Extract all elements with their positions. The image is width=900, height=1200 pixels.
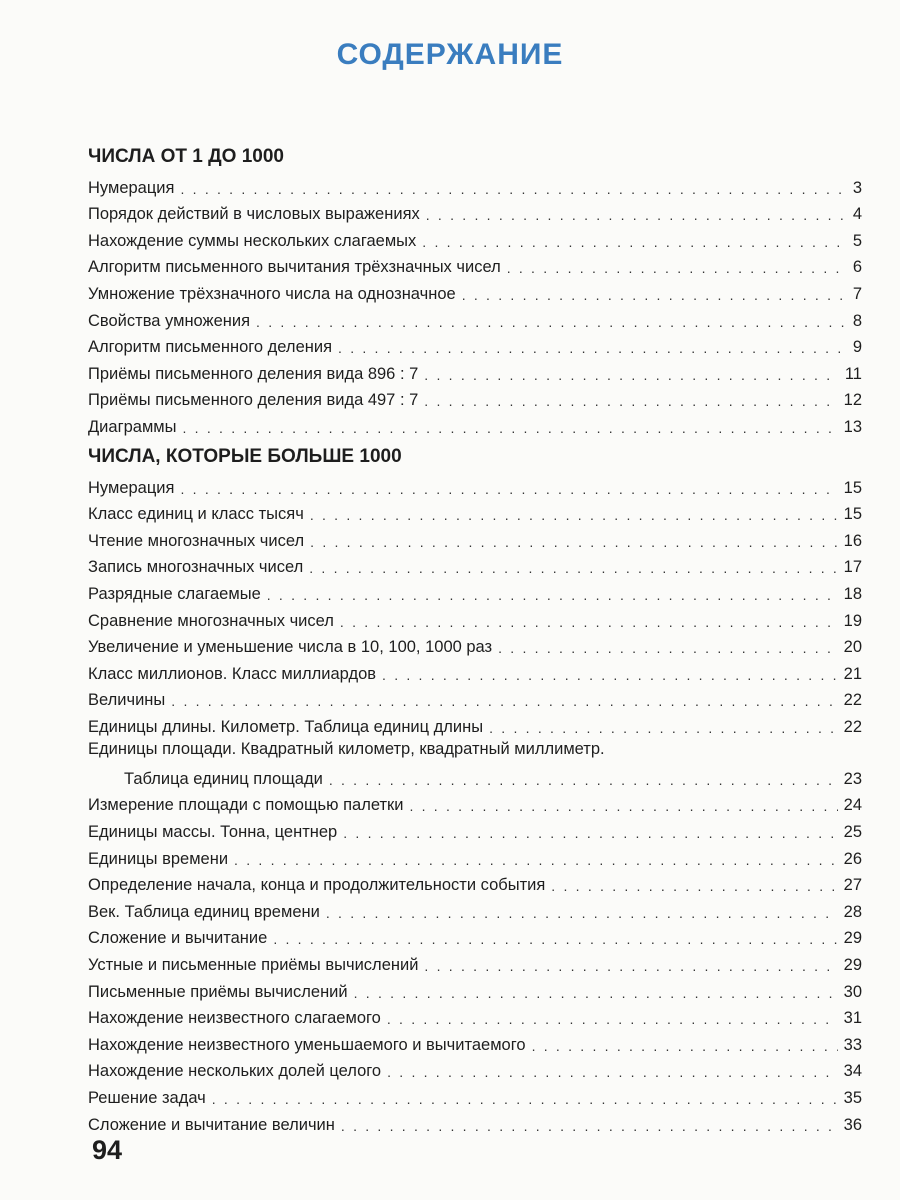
toc-entry-page: 18 <box>843 584 862 603</box>
dot-leader <box>310 533 838 551</box>
toc-entry[interactable] <box>88 551 862 578</box>
toc-entry-label: Класс единиц и класс тысяч <box>88 505 304 524</box>
toc-entry-label: Единицы времени <box>88 849 229 868</box>
toc-entry-page: 22 <box>843 691 862 710</box>
toc-entry-page: 15 <box>843 505 862 524</box>
dot-leader <box>341 1117 838 1135</box>
dot-leader <box>426 206 847 224</box>
dot-leader <box>329 771 838 789</box>
toc-entry[interactable] <box>88 684 862 711</box>
dot-leader <box>273 930 837 948</box>
toc-entry[interactable] <box>88 251 862 278</box>
toc-entry[interactable] <box>88 524 862 551</box>
toc-entry[interactable] <box>88 171 862 198</box>
toc-entry-page: 7 <box>852 284 862 303</box>
toc-entry-page: 6 <box>852 258 862 277</box>
dot-leader <box>462 286 847 304</box>
toc-entry[interactable] <box>88 357 862 384</box>
toc-entry-label: Сложение и вычитание <box>88 929 268 948</box>
dot-leader <box>387 1010 838 1028</box>
toc-entry-page: 13 <box>843 417 862 436</box>
dot-leader <box>256 313 844 331</box>
toc-entry[interactable] <box>88 1002 862 1029</box>
dot-leader <box>326 904 838 922</box>
toc-entry-page: 12 <box>843 391 862 410</box>
toc-entry-label: Определение начала, конца и продолжительности события <box>88 876 546 895</box>
page-number: 94 <box>92 1135 123 1165</box>
toc-entry-page: 8 <box>852 311 862 330</box>
toc-entry[interactable] <box>88 471 862 498</box>
dot-leader <box>424 392 837 410</box>
toc-entry-label: Диаграммы <box>88 417 177 436</box>
toc-entry[interactable] <box>88 198 862 225</box>
toc-entry-page: 29 <box>843 956 862 975</box>
toc-entry-page: 28 <box>843 902 862 921</box>
toc-entry-page: 34 <box>843 1062 862 1081</box>
toc-entry-label: Приёмы письменного деления вида 896 : 7 <box>88 364 419 383</box>
toc-entry-page: 11 <box>844 364 862 383</box>
toc-entry-label: Разрядные слагаемые <box>88 584 261 603</box>
toc-entry-page: 29 <box>843 929 862 948</box>
toc-entry-page: 9 <box>852 338 862 357</box>
dot-leader <box>234 851 838 869</box>
section-heading: ЧИСЛА, КОТОРЫЕ БОЛЬШЕ 1000 <box>88 445 402 467</box>
toc-entry-page: 4 <box>852 205 862 224</box>
toc-entry-page: 27 <box>843 876 862 895</box>
toc-entry-label: Величины <box>88 691 166 710</box>
toc-entry-label: Век. Таблица единиц времени <box>88 902 320 921</box>
toc-entry-label: Чтение многозначных чисел <box>88 531 305 550</box>
toc-entry-label: Единицы площади. Квадратный километр, квадратный миллиметр. <box>88 739 605 758</box>
section-heading: ЧИСЛА ОТ 1 ДО 1000 <box>88 146 284 167</box>
dot-leader <box>382 666 838 684</box>
toc-entry-label: Нахождение нескольких долей целого <box>88 1062 382 1081</box>
toc-entry[interactable] <box>88 789 862 816</box>
dot-leader <box>340 613 838 631</box>
dot-leader <box>171 692 837 710</box>
dot-leader <box>267 586 838 604</box>
page-title: СОДЕРЖАНИЕ <box>336 38 564 71</box>
dot-leader <box>387 1063 838 1081</box>
toc-entry[interactable] <box>88 304 862 331</box>
dot-leader <box>424 366 839 384</box>
toc-entry[interactable] <box>88 224 862 251</box>
dot-leader <box>532 1037 838 1055</box>
toc-entry[interactable] <box>88 975 862 1002</box>
toc-entry-page: 16 <box>843 531 862 550</box>
toc-entry-page: 21 <box>843 664 862 683</box>
toc-entry[interactable] <box>88 815 862 842</box>
toc-entry[interactable] <box>88 604 862 631</box>
toc-entry-page: 26 <box>843 849 862 868</box>
toc-entry-page: 22 <box>843 717 862 736</box>
dot-leader <box>180 480 837 498</box>
toc-entry-page: 25 <box>843 823 862 842</box>
toc-entry-page: 3 <box>852 178 862 197</box>
toc-entry-page: 17 <box>843 558 862 577</box>
toc-entry-label: Нахождение неизвестного слагаемого <box>88 1009 381 1028</box>
dot-leader <box>424 957 837 975</box>
toc-entry-label: Порядок действий в числовых выражениях <box>88 205 420 224</box>
toc-entry[interactable] <box>88 1108 862 1135</box>
toc-entry-label: Нумерация <box>88 178 175 197</box>
dot-leader <box>183 419 838 437</box>
toc-entry-page: 19 <box>843 611 862 630</box>
dot-leader <box>489 719 838 737</box>
table-of-contents <box>88 143 862 1135</box>
toc-entry-label: Решение задач <box>88 1089 206 1107</box>
dot-leader <box>354 984 838 1002</box>
dot-leader <box>180 180 841 198</box>
toc-entry-label: Нахождение неизвестного уменьшаемого и вычитаемого <box>88 1035 526 1054</box>
toc-entry[interactable] <box>88 498 862 525</box>
dot-leader <box>507 259 847 277</box>
toc-entry-page: 24 <box>843 796 862 815</box>
toc-entry[interactable] <box>88 922 862 949</box>
toc-entry-page: 31 <box>843 1009 862 1028</box>
toc-entry-page: 20 <box>843 638 862 657</box>
toc-entry-label: Единицы массы. Тонна, центнер <box>88 823 338 842</box>
dot-leader <box>551 877 837 895</box>
toc-entry-label: Алгоритм письменного деления <box>88 338 333 357</box>
toc-entry[interactable] <box>88 1081 862 1108</box>
toc-entry-page: 5 <box>852 231 862 250</box>
toc-entry[interactable] <box>88 869 862 896</box>
toc-entry-label: Измерение площади с помощью палетки <box>88 796 404 815</box>
toc-entry-page: 33 <box>843 1035 862 1054</box>
toc-entry-label: Приёмы письменного деления вида 497 : 7 <box>88 391 419 410</box>
toc-entry-label: Сравнение многозначных чисел <box>88 611 334 630</box>
toc-entry-page: 23 <box>843 769 862 788</box>
toc-entry-label: Единицы длины. Километр. Таблица единиц длины <box>88 717 484 736</box>
toc-entry-page: 30 <box>843 982 862 1001</box>
dot-leader <box>309 559 837 577</box>
toc-entry[interactable] <box>88 331 862 358</box>
dot-leader <box>409 797 837 815</box>
toc-entry[interactable] <box>88 948 862 975</box>
dot-leader <box>422 233 847 251</box>
toc-entry-label: Запись многозначных чисел <box>88 558 304 577</box>
toc-entry[interactable] <box>88 710 862 737</box>
toc-entry-page: 36 <box>843 1115 862 1134</box>
dot-leader <box>310 506 838 524</box>
toc-entry[interactable] <box>88 277 862 304</box>
dot-leader <box>212 1090 838 1108</box>
toc-entry-label: Сложение и вычитание величин <box>88 1115 335 1134</box>
toc-entry-label: Нахождение суммы нескольких слагаемых <box>88 231 417 250</box>
toc-entry-label-continued: Таблица единиц площади <box>124 769 323 788</box>
toc-entry-page: 15 <box>843 478 862 497</box>
toc-entry[interactable] <box>88 1055 862 1082</box>
toc-entry-label: Умножение трёхзначного числа на однозначное <box>88 284 456 303</box>
toc-entry[interactable] <box>88 895 862 922</box>
toc-entry[interactable] <box>88 631 862 658</box>
toc-entry-label: Класс миллионов. Класс миллиардов <box>88 664 377 683</box>
dot-leader <box>498 639 838 657</box>
toc-entry-label: Письменные приёмы вычислений <box>88 982 348 1001</box>
toc-entry-label: Нумерация <box>88 478 175 497</box>
toc-entry-page: 35 <box>843 1089 862 1107</box>
toc-entry[interactable] <box>88 384 862 411</box>
toc-entry[interactable] <box>88 577 862 604</box>
dot-leader <box>343 824 837 842</box>
toc-entry-label: Устные и письменные приёмы вычислений <box>88 956 419 975</box>
dot-leader <box>338 339 845 357</box>
toc-entry-label: Свойства умножения <box>88 311 251 330</box>
toc-entry-label: Увеличение и уменьшение числа в 10, 100, 1000 раз <box>88 638 493 657</box>
toc-entry[interactable] <box>88 657 862 684</box>
toc-entry-label: Алгоритм письменного вычитания трёхзначных чисел <box>88 258 501 277</box>
toc-entry[interactable] <box>88 842 862 869</box>
toc-entry[interactable] <box>88 410 862 437</box>
toc-entry[interactable] <box>88 737 862 789</box>
toc-entry[interactable] <box>88 1028 862 1055</box>
